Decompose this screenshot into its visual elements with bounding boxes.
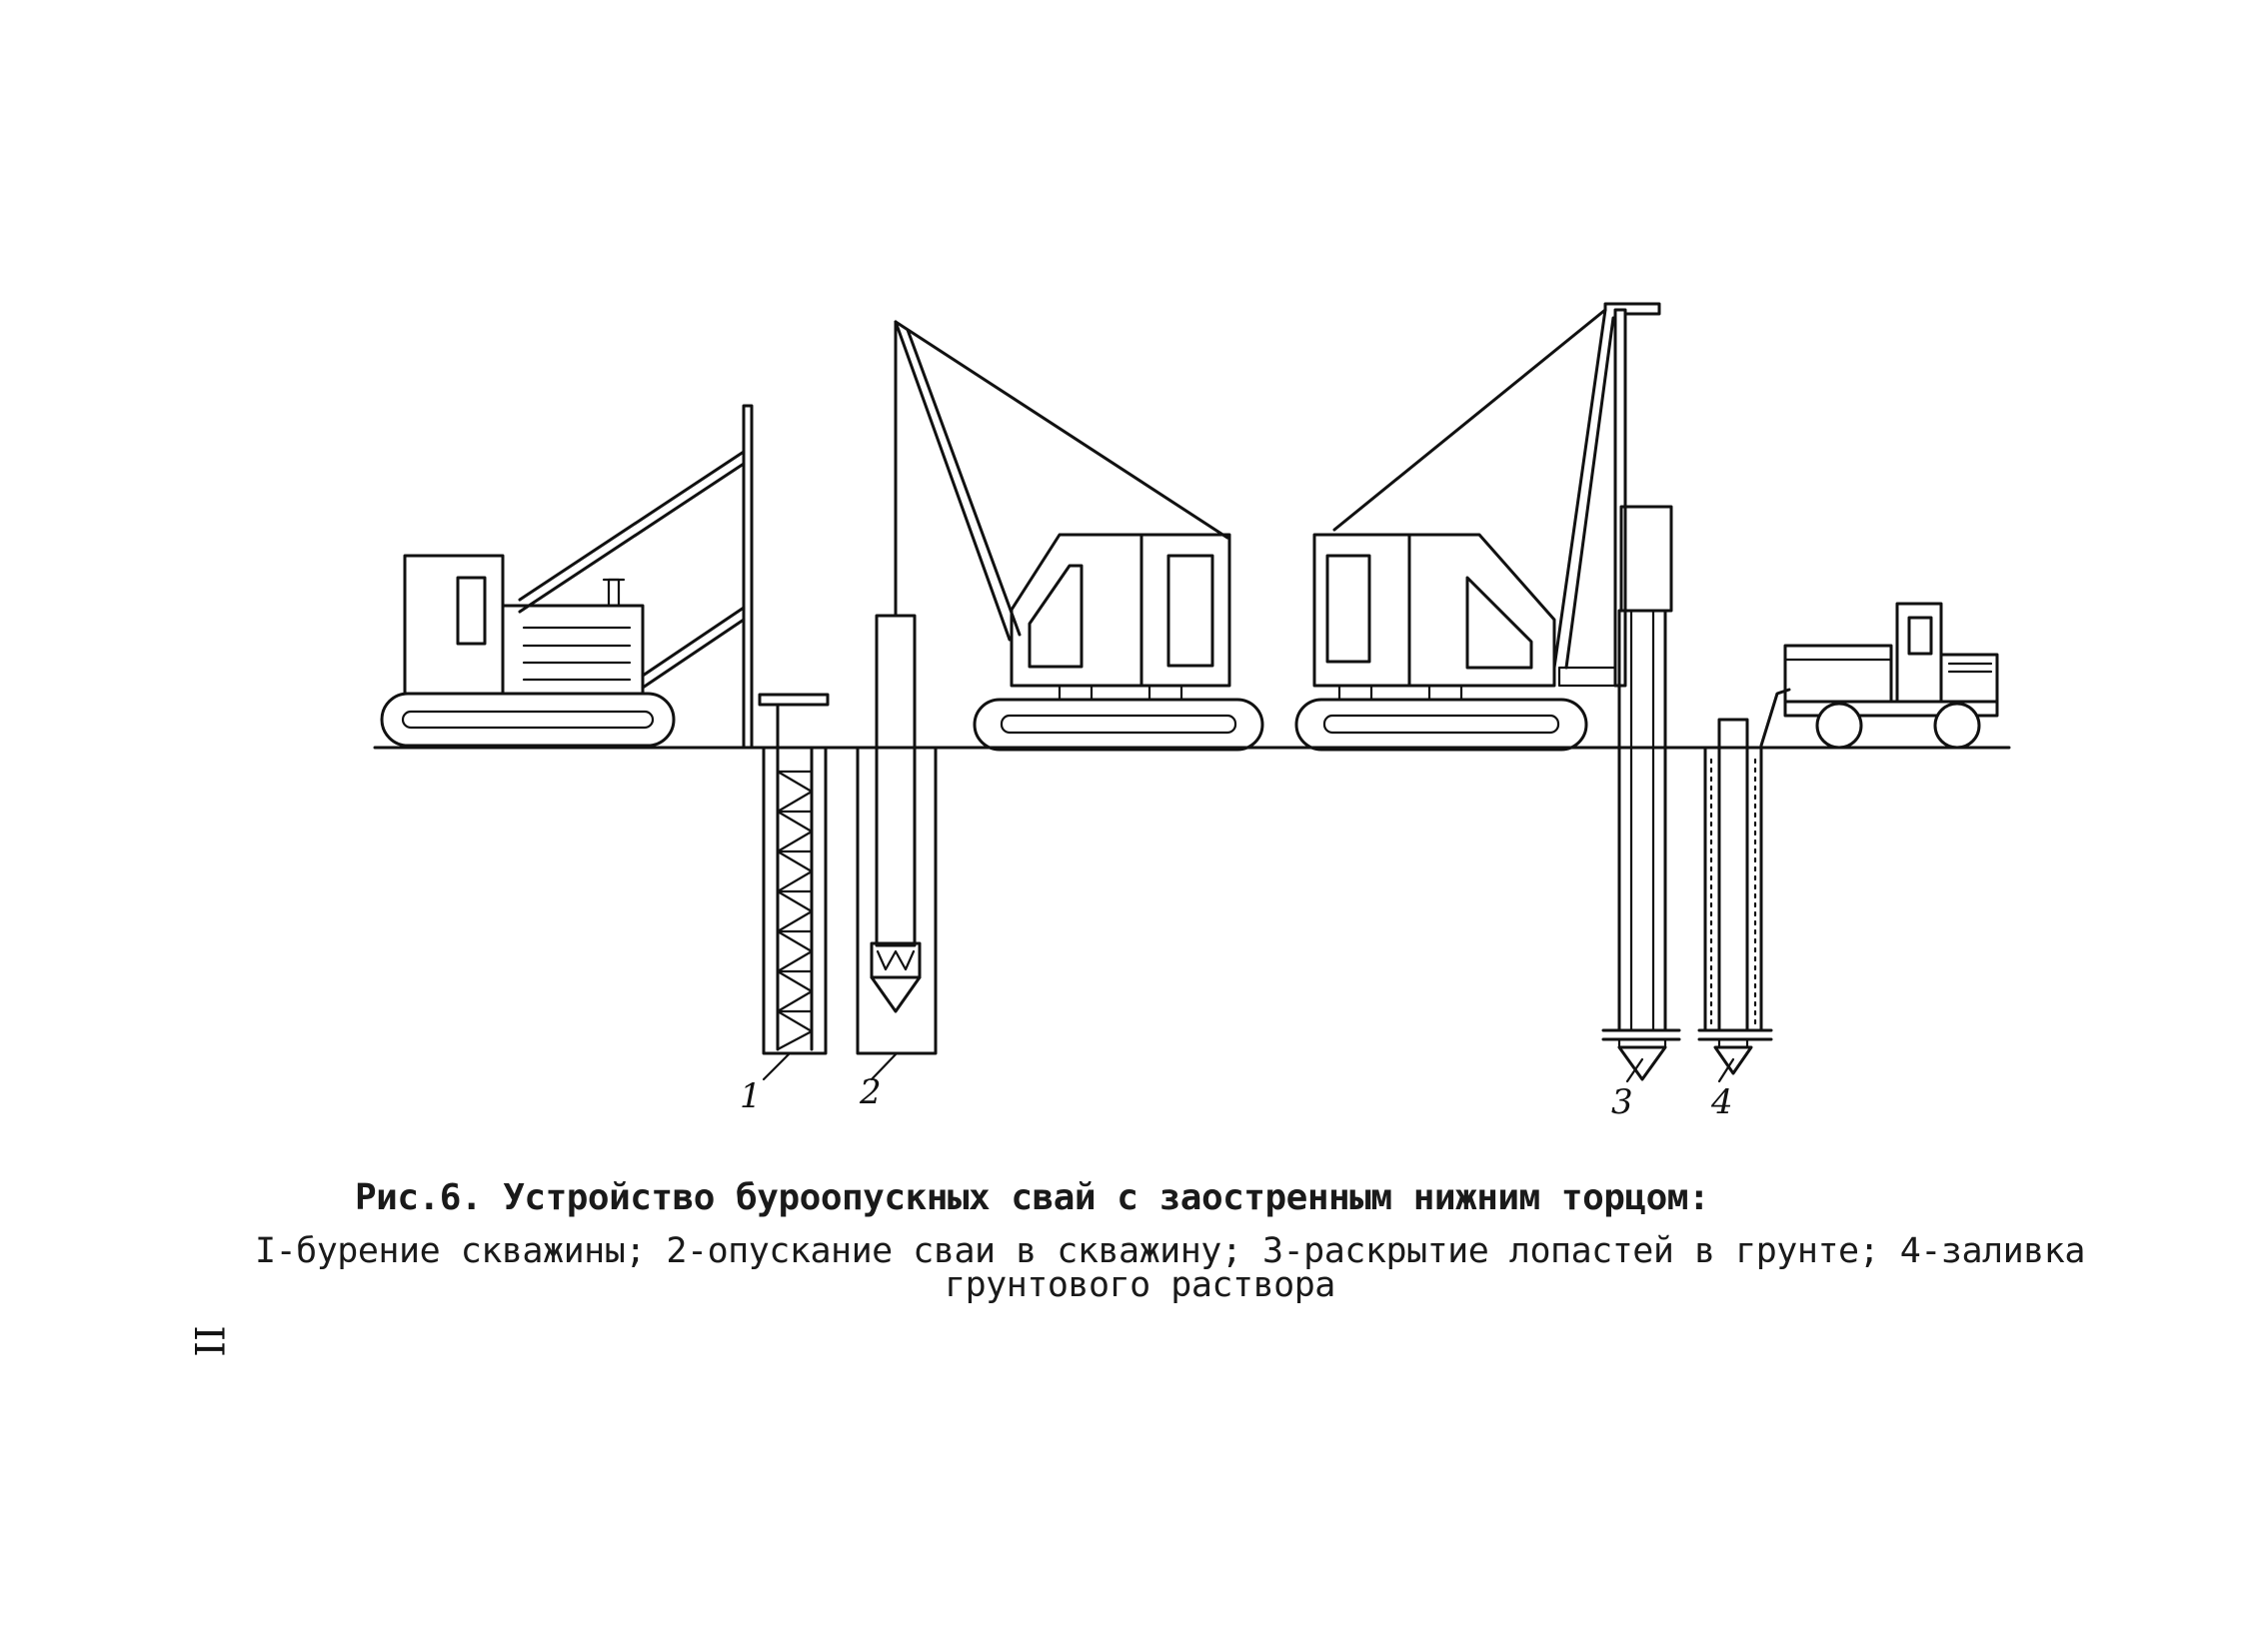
- item-number-4: 4: [1711, 1082, 1733, 1122]
- pile-4-grout: [1699, 720, 1771, 1073]
- item-number-1: 1: [740, 1076, 762, 1116]
- item-labels: [740, 1053, 1733, 1122]
- figure-caption-title: Рис.6. Устройство буроопускных свай с заостренным нижним торцом:: [355, 1177, 1710, 1218]
- borehole-1-auger: [764, 748, 826, 1053]
- figure-caption-legend-continued: грунтового раствора: [945, 1265, 1335, 1305]
- grout-truck: [1761, 604, 1997, 748]
- item-number-2: 2: [860, 1072, 882, 1112]
- borehole-2-pile: [858, 616, 936, 1053]
- page-number: II: [185, 1325, 231, 1357]
- figure-caption-legend: I-бурение скважины; 2-опускание сваи в скважину; 3-раскрытие лопастей в грунте; 4-заливка: [255, 1231, 2085, 1271]
- drilling-rig: [382, 406, 828, 748]
- item-number-3: 3: [1611, 1082, 1633, 1122]
- pile-driver-rig: [1296, 304, 1671, 750]
- crane-rig-left: [896, 322, 1262, 750]
